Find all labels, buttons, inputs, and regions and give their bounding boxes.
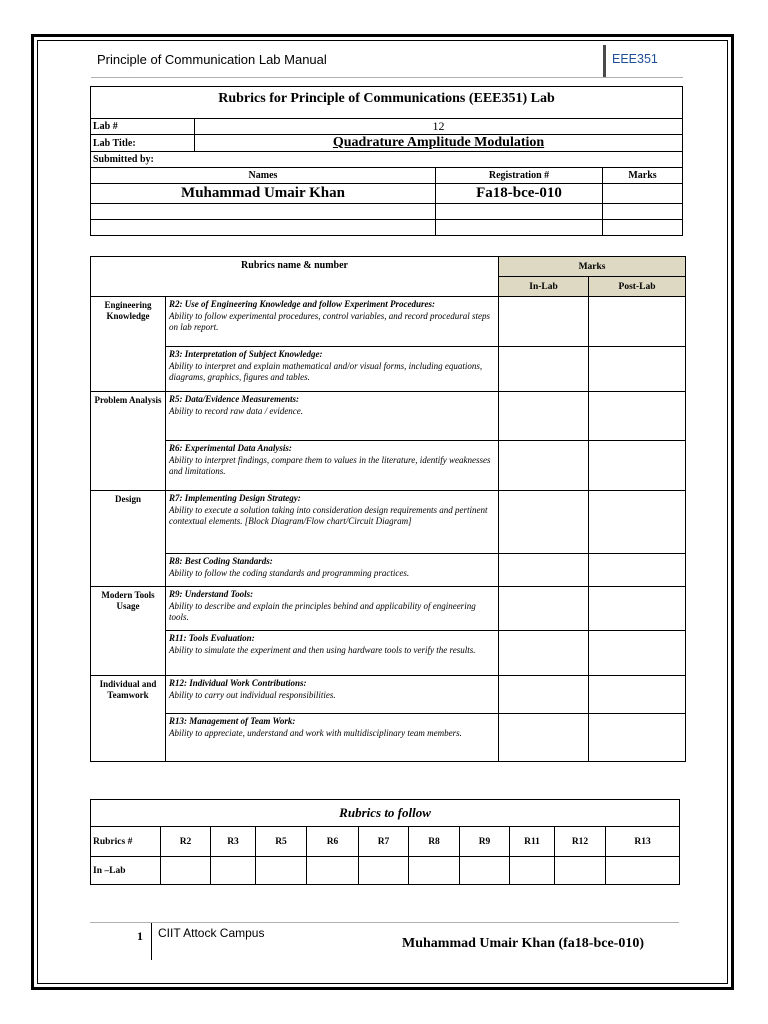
- rubric-description: Ability to describe and explain the principles behind and applicability of engineering tools.: [169, 600, 476, 623]
- in-lab-score-cell[interactable]: [606, 857, 680, 885]
- rubric-r5: [166, 392, 499, 441]
- rubric-name: R11: Tools Evaluation:: [169, 633, 255, 643]
- rubric-r7: [166, 491, 499, 554]
- rubric-name: R2: Use of Engineering Knowledge and follow Experiment Procedures:: [169, 299, 436, 309]
- rubric-r11: [166, 631, 499, 676]
- in-lab-mark-cell[interactable]: [499, 631, 589, 676]
- post-lab-mark-cell[interactable]: [589, 347, 686, 392]
- registration-header: Registration #: [436, 168, 603, 184]
- rubrics-to-follow-title: Rubrics to follow: [91, 800, 680, 827]
- in-lab-score-cell[interactable]: [161, 857, 211, 885]
- rubric-name: R6: Experimental Data Analysis:: [169, 443, 292, 453]
- post-lab-mark-cell[interactable]: [589, 297, 686, 347]
- rubrics-name-header: Rubrics name & number: [91, 257, 499, 297]
- empty-registration-cell[interactable]: [436, 204, 603, 220]
- in-lab-mark-cell[interactable]: [499, 491, 589, 554]
- lab-info-table: [90, 86, 683, 236]
- in-lab-score-cell[interactable]: [555, 857, 606, 885]
- post-lab-mark-cell[interactable]: [589, 676, 686, 714]
- names-header: Names: [91, 168, 436, 184]
- category-individual-teamwork: Individual and Teamwork: [91, 676, 166, 762]
- post-lab-header: Post-Lab: [589, 277, 686, 297]
- rubrics-table: [90, 256, 686, 762]
- rubric-name: R8: Best Coding Standards:: [169, 556, 273, 566]
- marks-group-header: Marks: [499, 257, 686, 277]
- author-footer: Muhammad Umair Khan (fa18-bce-010): [402, 936, 645, 951]
- rubric-name: R5: Data/Evidence Measurements:: [169, 394, 299, 404]
- rubric-description: Ability to interpret findings, compare them to values in the literature, identify weaknesses and limitations.: [169, 454, 491, 477]
- post-lab-mark-cell[interactable]: [589, 631, 686, 676]
- course-code: EEE351: [612, 52, 658, 66]
- category-modern-tools-usage: Modern Tools Usage: [91, 587, 166, 676]
- post-lab-mark-cell[interactable]: [589, 491, 686, 554]
- in-lab-score-cell[interactable]: [409, 857, 460, 885]
- rubric-column-header: R7: [359, 827, 409, 857]
- empty-name-cell[interactable]: [91, 204, 436, 220]
- rubric-column-header: R11: [510, 827, 555, 857]
- manual-title: Principle of Communication Lab Manual: [97, 52, 327, 67]
- in-lab-score-cell[interactable]: [211, 857, 256, 885]
- rubric-description: Ability to record raw data / evidence.: [169, 405, 304, 416]
- rubrics-to-follow-table: [90, 799, 680, 885]
- in-lab-mark-cell[interactable]: [499, 441, 589, 491]
- in-lab-mark-cell[interactable]: [499, 297, 589, 347]
- rubric-r12: [166, 676, 499, 714]
- footer-divider: [151, 923, 152, 960]
- student-name: Muhammad Umair Khan: [91, 184, 436, 204]
- rubric-description: Ability to interpret and explain mathematical and/or visual forms, including equations, diagrams, graphics, figures and tables.: [169, 360, 483, 383]
- rubric-column-header: R6: [307, 827, 359, 857]
- rubric-caption: Rubrics for Principle of Communications (EEE351) Lab: [91, 87, 683, 119]
- empty-marks-cell[interactable]: [603, 220, 683, 236]
- in-lab-header: In-Lab: [499, 277, 589, 297]
- rubric-column-header: R9: [460, 827, 510, 857]
- rubrics-number-label: Rubrics #: [91, 827, 161, 857]
- rubric-column-header: R2: [161, 827, 211, 857]
- post-lab-mark-cell[interactable]: [589, 554, 686, 587]
- in-lab-mark-cell[interactable]: [499, 347, 589, 392]
- rubric-description: Ability to follow the coding standards and programming practices.: [169, 567, 410, 578]
- rubric-name: R7: Implementing Design Strategy:: [169, 493, 301, 503]
- rubric-column-header: R12: [555, 827, 606, 857]
- lab-number-value: 12: [195, 119, 683, 135]
- rubric-r2: [166, 297, 499, 347]
- rubric-description: Ability to carry out individual responsibilities.: [169, 689, 336, 700]
- rubric-name: R3: Interpretation of Subject Knowledge:: [169, 349, 323, 359]
- empty-registration-cell[interactable]: [436, 220, 603, 236]
- page-number: 1: [137, 929, 143, 943]
- in-lab-score-cell[interactable]: [359, 857, 409, 885]
- empty-marks-cell[interactable]: [603, 204, 683, 220]
- category-engineering-knowledge: Engineering Knowledge: [91, 297, 166, 392]
- in-lab-mark-cell[interactable]: [499, 676, 589, 714]
- rubric-column-header: R8: [409, 827, 460, 857]
- header-divider: [603, 45, 606, 77]
- category-design: Design: [91, 491, 166, 587]
- post-lab-mark-cell[interactable]: [589, 587, 686, 631]
- rubric-description: Ability to appreciate, understand and work with multidisciplinary team members.: [169, 727, 462, 738]
- rubric-description: Ability to follow experimental procedures, control variables, and record procedural steps on lab report.: [169, 310, 490, 333]
- post-lab-mark-cell[interactable]: [589, 392, 686, 441]
- rubric-r6: [166, 441, 499, 491]
- student-marks-cell[interactable]: [603, 184, 683, 204]
- post-lab-mark-cell[interactable]: [589, 714, 686, 762]
- rubric-r9: [166, 587, 499, 631]
- footer-rule: [90, 922, 679, 923]
- in-lab-score-cell[interactable]: [460, 857, 510, 885]
- category-problem-analysis: Problem Analysis: [91, 392, 166, 491]
- in-lab-mark-cell[interactable]: [499, 714, 589, 762]
- in-lab-row-label: In –Lab: [91, 857, 161, 885]
- in-lab-score-cell[interactable]: [510, 857, 555, 885]
- in-lab-score-cell[interactable]: [307, 857, 359, 885]
- rubric-r8: [166, 554, 499, 587]
- rubric-column-header: R13: [606, 827, 680, 857]
- empty-name-cell[interactable]: [91, 220, 436, 236]
- header-rule: [91, 77, 683, 78]
- campus-name: CIIT Attock Campus: [158, 926, 265, 940]
- in-lab-mark-cell[interactable]: [499, 587, 589, 631]
- in-lab-mark-cell[interactable]: [499, 392, 589, 441]
- marks-header: Marks: [603, 168, 683, 184]
- rubric-description: Ability to execute a solution taking into consideration design requirements and pertinent contextual elements. [Block Diagram/Flow chart/Circuit Diagram]: [169, 504, 488, 527]
- submitted-by-label: Submitted by:: [91, 152, 683, 168]
- lab-number-label: Lab #: [91, 119, 195, 135]
- in-lab-mark-cell[interactable]: [499, 554, 589, 587]
- rubric-name: R12: Individual Work Contributions:: [169, 678, 307, 688]
- lab-title-value: Quadrature Amplitude Modulation: [195, 135, 683, 152]
- rubric-name: R13: Management of Team Work:: [169, 716, 296, 726]
- rubric-name: R9: Understand Tools:: [169, 589, 254, 599]
- student-registration: Fa18-bce-010: [436, 184, 603, 204]
- rubric-r3: [166, 347, 499, 392]
- lab-title-label: Lab Title:: [91, 135, 195, 152]
- rubric-description: Ability to simulate the experiment and then using hardware tools to verify the results.: [169, 644, 476, 655]
- rubric-column-header: R5: [256, 827, 307, 857]
- post-lab-mark-cell[interactable]: [589, 441, 686, 491]
- rubric-column-header: R3: [211, 827, 256, 857]
- in-lab-score-cell[interactable]: [256, 857, 307, 885]
- rubric-r13: [166, 714, 499, 762]
